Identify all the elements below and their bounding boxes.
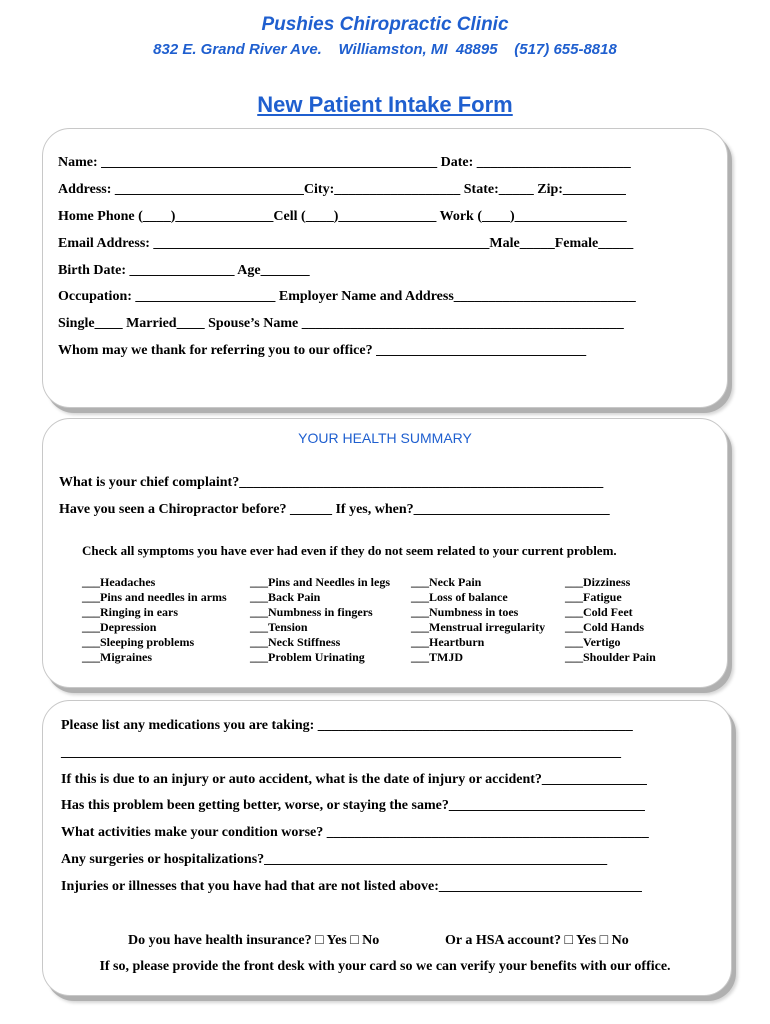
medications-continued-field[interactable]: ________________________________________________________________________________ [61,745,621,760]
marital-status-field[interactable]: Single____ Married____ Spouse’s Name ______________________________________________ [58,316,624,331]
symptom-checkbox[interactable]: ___Shoulder Pain [565,650,656,664]
symptom-checkbox[interactable]: ___Headaches [82,575,156,589]
symptom-checkbox[interactable]: ___Dizziness [565,575,631,589]
insurance-question[interactable]: Do you have health insurance? □ Yes □ No [128,933,380,948]
symptom-checkbox[interactable]: ___Problem Urinating [250,650,365,664]
symptom-checkbox[interactable]: ___Pins and Needles in legs [250,575,391,589]
clinic-address: 832 E. Grand River Ave. Williamston, MI 48895 (517) 655-8818 [153,41,617,58]
address-field[interactable]: Address: ___________________________City:__________________ State:_____ Zip:_________ [58,182,626,197]
symptom-checkbox[interactable]: ___Cold Hands [565,620,645,634]
birth-date-field[interactable]: Birth Date: _______________ Age_______ [58,263,310,278]
symptom-column-2 [250,575,390,665]
other-illnesses-field[interactable]: Injuries or illnesses that you have had that are not listed above:_____________________________ [61,879,642,894]
symptom-checkbox[interactable]: ___Tension [250,620,308,634]
symptom-checkbox[interactable]: ___TMJD [411,650,463,664]
referral-field[interactable]: Whom may we thank for referring you to our office? ______________________________ [58,343,587,358]
medications-field[interactable]: Please list any medications you are taking: _____________________________________________ [61,718,633,733]
form-title: New Patient Intake Form [257,92,513,117]
email-gender-field[interactable]: Email Address: ________________________________________________Male_____Female_____ [58,236,634,251]
surgeries-field[interactable]: Any surgeries or hospitalizations?_________________________________________________ [61,852,608,867]
injury-date-field[interactable]: If this is due to an injury or auto accident, what is the date of injury or accident?_______________ [61,772,647,787]
symptom-checkbox[interactable]: ___Migraines [82,650,152,664]
symptom-checkbox[interactable]: ___Vertigo [565,635,621,649]
phone-field[interactable]: Home Phone (____)______________Cell (____)______________ Work (____)________________ [58,209,627,224]
front-desk-note: If so, please provide the front desk with your card so we can verify your benefits with our office. [99,959,671,974]
symptom-checkbox[interactable]: ___Fatigue [565,590,622,604]
symptom-checkbox[interactable]: ___Heartburn [411,635,485,649]
health-summary-heading: YOUR HEALTH SUMMARY [298,430,472,446]
symptom-checkbox[interactable]: ___Loss of balance [411,590,508,604]
symptom-checkbox[interactable]: ___Back Pain [250,590,321,604]
symptom-checkbox[interactable]: ___Neck Stiffness [250,635,341,649]
worsening-activities-field[interactable]: What activities make your condition worse? ______________________________________________ [61,825,649,840]
chief-complaint-field[interactable]: What is your chief complaint?____________________________________________________ [59,475,604,490]
symptom-checkbox[interactable]: ___Pins and needles in arms [82,590,227,604]
symptom-checkbox[interactable]: ___Neck Pain [411,575,482,589]
symptom-checkbox[interactable]: ___Sleeping problems [82,635,195,649]
name-date-field[interactable]: Name: ________________________________________________ Date: ______________________ [58,155,631,170]
clinic-name: Pushies Chiropractic Clinic [261,14,509,35]
symptom-column-3 [411,575,545,665]
hsa-question[interactable]: Or a HSA account? □ Yes □ No [445,933,629,948]
chiropractor-before-field[interactable]: Have you seen a Chiropractor before? ______ If yes, when?____________________________ [59,502,610,517]
symptom-checkbox[interactable]: ___Menstrual irregularity [411,620,546,634]
symptom-column-1 [82,575,227,665]
symptom-instruction: Check all symptoms you have ever had even if they do not seem related to your current problem. [82,543,617,558]
problem-trend-field[interactable]: Has this problem been getting better, worse, or staying the same?____________________________ [61,798,645,813]
symptom-checkbox[interactable]: ___Numbness in toes [411,605,519,619]
symptom-column-4 [565,575,656,665]
symptom-checkbox[interactable]: ___Ringing in ears [82,605,179,619]
symptom-checkbox[interactable]: ___Numbness in fingers [250,605,373,619]
symptom-checkbox[interactable]: ___Depression [82,620,157,634]
occupation-field[interactable]: Occupation: ____________________ Employer Name and Address__________________________ [58,289,636,304]
symptom-checkbox[interactable]: ___Cold Feet [565,605,633,619]
